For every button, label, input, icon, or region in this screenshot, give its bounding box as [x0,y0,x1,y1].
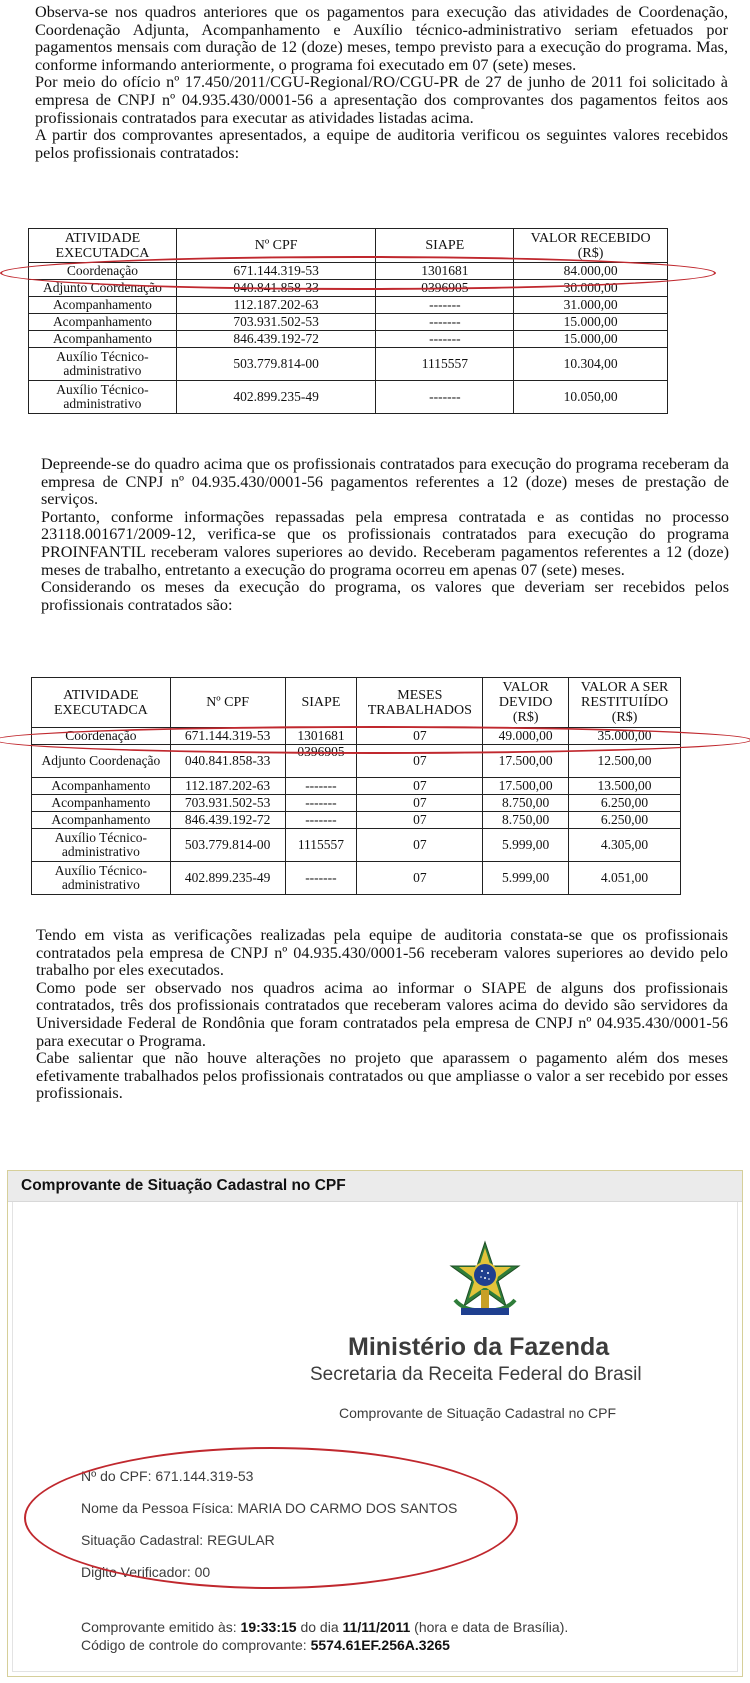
table-cell: 84.000,00 [514,263,668,280]
column-header: SIAPE [376,229,514,263]
column-header: ATIVIDADE EXECUTADCA [32,678,171,728]
brasao-republica-icon [445,1240,525,1320]
paragraph: Depreende-se do quadro acima que os profissionais contratados para execução do programa receberam da empresa de CNPJ nº 04.935.430/0001-56 pagamentos referentes a 12 (doze) meses de prestação de serviços. [41,455,729,509]
table-row [32,829,681,862]
emitido-data: 11/11/2011 [342,1619,411,1635]
paragraph: Considerando os meses da execução do programa, os valores que deveriam ser recebidos pelos profissionais contratados são: [41,578,729,614]
table-cell: 07 [357,728,483,745]
nome-field [81,1500,457,1516]
table-cell: 402.899.235-49 [170,862,285,895]
table-cell: ------- [376,297,514,314]
table-cell: 402.899.235-49 [176,381,376,414]
comprovante-subtitle: Comprovante de Situação Cadastral no CPF [339,1405,617,1421]
table-row [29,381,668,414]
table-cell: 671.144.319-53 [176,263,376,280]
column-header: SIAPE [285,678,357,728]
table-cell: 846.439.192-72 [176,331,376,348]
table-cell: ------- [285,795,357,812]
paragraph: Portanto, conforme informações repassadas pela empresa contratada e as contidas no processo 23118.001671/2009-12, verifica-se que os profissionais contratados para execução do programa PROINFANTIL receberam valores superiores ao devido. Receberam pagamentos referentes a 12 (doze) meses de trabalho, entretanto a execução do programa ocorreu em apenas 07 (sete) meses. [41,507,729,579]
table-row [32,778,681,795]
cpf-value: 671.144.319-53 [155,1468,254,1484]
emitido-prefix: Comprovante emitido às: [81,1619,237,1635]
codigo-value: 5574.61EF.256A.3265 [310,1637,450,1653]
table-cell: 35.000,00 [569,728,681,745]
table-cell: 040.841.858-33 [170,745,285,778]
table-cell: 07 [357,778,483,795]
table-cell: 07 [357,862,483,895]
table-cell: 15.000,00 [514,314,668,331]
table-row [29,297,668,314]
panel-header: Comprovante de Situação Cadastral no CPF [8,1171,742,1202]
table-cell: 671.144.319-53 [170,728,285,745]
secretaria-title: Secretaria da Receita Federal do Brasil [310,1364,642,1385]
paragraph: Cabe salientar que não houve alterações no projeto que aparassem o pagamento além dos meses efetivamente trabalhados pelos profissionais contratados ou que ampliasse o valor a ser recebido por esses profissionais. [36,1049,728,1103]
digito-field [81,1564,210,1580]
table-cell: 12.500,00 [569,745,681,778]
table-cell: Acompanhamento [32,812,171,829]
table-row [29,348,668,381]
table-cell: 0396905 [285,745,357,778]
column-header: ATIVIDADE EXECUTADCA [29,229,177,263]
table-cell: 13.500,00 [569,778,681,795]
situacao-field [81,1532,275,1548]
comprovante-panel [7,1170,743,1677]
table-cell: Acompanhamento [29,331,177,348]
table-cell: Coordenação [32,728,171,745]
table-cell: 503.779.814-00 [176,348,376,381]
table-row [29,314,668,331]
table-row [32,795,681,812]
table-cell: 6.250,00 [569,795,681,812]
table-cell: Acompanhamento [32,795,171,812]
table-cell: 703.931.502-53 [176,314,376,331]
table-cell: 30.000,00 [514,280,668,297]
table-cell: 17.500,00 [483,745,569,778]
column-header: VALOR A SER RESTITUIÍDO (R$) [569,678,681,728]
column-header: VALOR DEVIDO (R$) [483,678,569,728]
table-cell: Auxílio Técnico-administrativo [29,348,177,381]
top-text-block [35,4,728,162]
table-cell: Adjunto Coordenação [29,280,177,297]
table-row [32,745,681,778]
table-cell: 5.999,00 [483,862,569,895]
table-cell: 31.000,00 [514,297,668,314]
table-cell: ------- [285,778,357,795]
table-cell: 112.187.202-63 [176,297,376,314]
column-header: VALOR RECEBIDO (R$) [514,229,668,263]
column-header: MESES TRABALHADOS [357,678,483,728]
table-valores-devidos [31,677,681,895]
table-cell: 1301681 [376,263,514,280]
cpf-label: Nº do CPF: [81,1468,152,1484]
table-cell: 1301681 [285,728,357,745]
table-cell: Acompanhamento [29,314,177,331]
emitido-mid: do dia [300,1619,339,1635]
table-cell: 4.305,00 [569,829,681,862]
table-valores-recebidos [28,228,668,414]
ministerio-title: Ministério da Fazenda [348,1333,610,1361]
table-cell: 10.050,00 [514,381,668,414]
table-cell: 8.750,00 [483,795,569,812]
table-row [29,280,668,297]
paragraph: Por meio do ofício nº 17.450/2011/CGU-Regional/RO/CGU-PR de 27 de junho de 2011 foi solicitado à empresa de CNPJ nº 04.935.430/0001-56 a apresentação dos comprovantes dos pagamentos feitos aos profissionais contratados para executar as atividades listadas acima. [35,73,728,127]
table-cell: ------- [376,314,514,331]
table-cell: 846.439.192-72 [170,812,285,829]
table-cell: Auxílio Técnico-administrativo [32,862,171,895]
table-row [32,728,681,745]
table-row [32,862,681,895]
paragraph: Como pode ser observado nos quadros acima ao informar o SIAPE de alguns dos profissionais contratados, três dos profissionais contratados que receberam valores acima do devido são servidores da Universidade Federal de Rondônia que foram contratados pela empresa de CNPJ nº 04.935.430/0001-56 para executar o Programa. [36,978,728,1050]
seal-globe [473,1263,497,1287]
table-cell: 10.304,00 [514,348,668,381]
table-cell: ------- [376,331,514,348]
table-cell: ------- [285,862,357,895]
table-cell: 07 [357,795,483,812]
emitido-line [81,1619,568,1635]
table-cell: 15.000,00 [514,331,668,348]
table-row [32,812,681,829]
emitido-suffix: (hora e data de Brasília). [414,1619,569,1635]
table-cell: 5.999,00 [483,829,569,862]
table-cell: ------- [285,812,357,829]
table-cell: Acompanhamento [32,778,171,795]
table-row [29,263,668,280]
digito-value: 00 [194,1564,211,1580]
table-row [29,331,668,348]
paragraph: Observa-se nos quadros anteriores que os pagamentos para execução das atividades de Coordenação, Coordenação Adjunta, Acompanhamento e Auxílio técnico-administrativo seriam efetuados por pagamentos mensais com duração de 12 (doze) meses, tempo previsto para a execução do programa. Mas, conforme informando anteriormente, o programa foi executado em 07 (sete) meses. [35,3,728,74]
table-cell: 112.187.202-63 [170,778,285,795]
panel-inner-frame [12,1202,738,1672]
nome-value: MARIA DO CARMO DOS SANTOS [237,1500,458,1516]
table-cell: 0396905 [376,280,514,297]
digito-label: Digito Verificador: [81,1564,191,1580]
table-cell: 503.779.814-00 [170,829,285,862]
paragraph: A partir dos comprovantes apresentados, a equipe de auditoria verificou os seguintes valores recebidos pelos profissionais contratados: [35,126,728,162]
bottom-text-block [36,927,728,1103]
table-cell: 49.000,00 [483,728,569,745]
situacao-value: REGULAR [207,1532,275,1548]
table-cell: 17.500,00 [483,778,569,795]
column-header: Nº CPF [170,678,285,728]
table-cell: 6.250,00 [569,812,681,829]
table-cell: 1115557 [285,829,357,862]
table-cell: 703.931.502-53 [170,795,285,812]
table-cell: 4.051,00 [569,862,681,895]
paragraph: Tendo em vista as verificações realizadas pela equipe de auditoria constata-se que os profissionais contratados pela empresa de CNPJ nº 04.935.430/0001-56 receberam valores superiores ao devido pelo trabalho por eles executados. [36,926,728,980]
column-header: Nº CPF [176,229,376,263]
middle-text-block [41,456,729,614]
emitido-hora: 19:33:15 [240,1619,297,1635]
table-cell: 040.841.858-33 [176,280,376,297]
table-cell: 1115557 [376,348,514,381]
table-cell: 8.750,00 [483,812,569,829]
situacao-label: Situação Cadastral: [81,1532,204,1548]
codigo-line [81,1637,450,1653]
codigo-label: Código de controle do comprovante: [81,1637,307,1653]
cpf-field [81,1468,253,1484]
table-cell: Auxílio Técnico-administrativo [29,381,177,414]
table-cell: Acompanhamento [29,297,177,314]
table-cell: Auxílio Técnico-administrativo [32,829,171,862]
table-cell: 07 [357,812,483,829]
nome-label: Nome da Pessoa Física: [81,1500,234,1516]
table-cell: Adjunto Coordenação [32,745,171,778]
table-cell: 07 [357,745,483,778]
table-cell: ------- [376,381,514,414]
table-cell: Coordenação [29,263,177,280]
table-cell: 07 [357,829,483,862]
